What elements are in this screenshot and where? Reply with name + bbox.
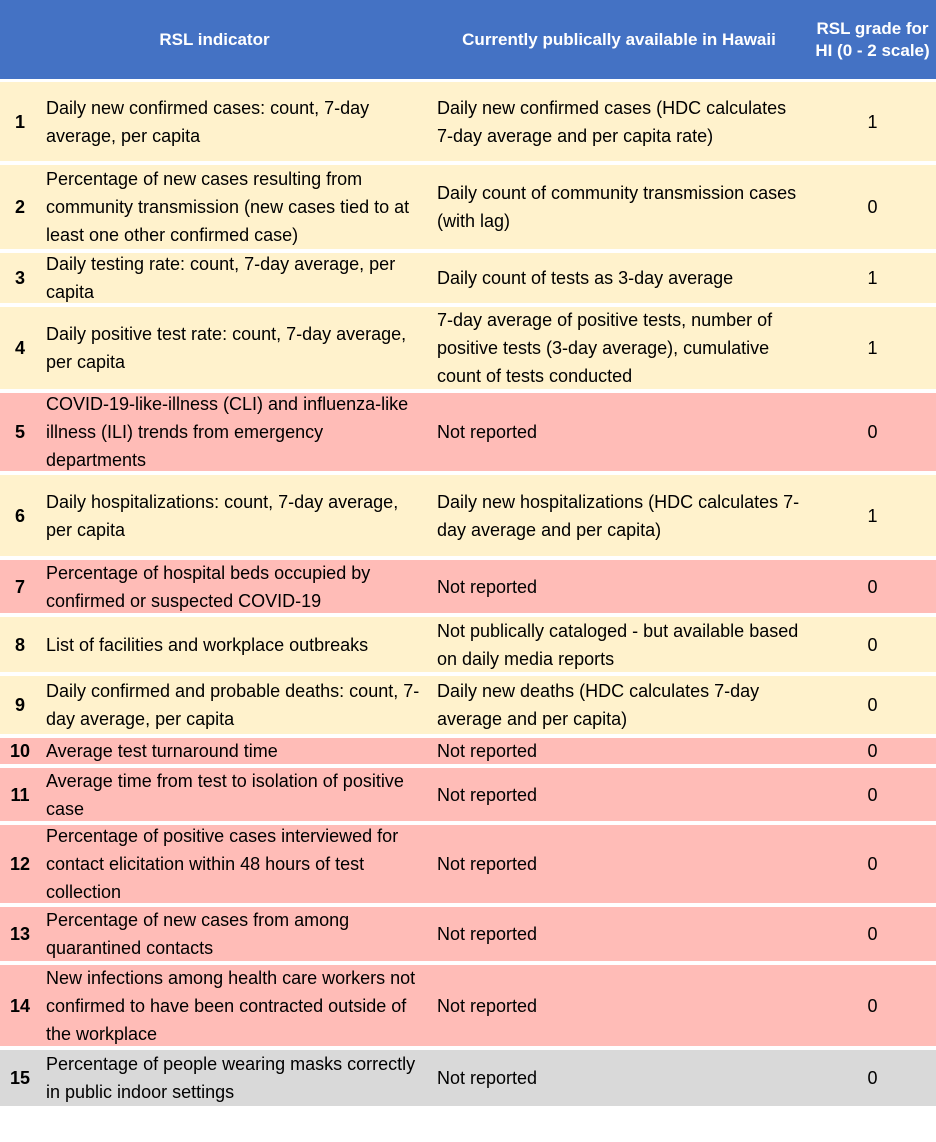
row-number: 13 bbox=[9, 924, 31, 944]
indicator-cell: New infections among health care workers not confirmed to have been contracted outside of the workplace bbox=[46, 967, 416, 1044]
grade-cell: 0 bbox=[867, 784, 878, 805]
indicator-cell: Percentage of new cases resulting from community transmission (new cases tied to at least one other confirmed case) bbox=[46, 169, 410, 245]
indicator-cell: Percentage of new cases from among quarantined contacts bbox=[46, 910, 350, 958]
availability-cell: Not reported bbox=[437, 995, 538, 1016]
indicator-cell: Percentage of people wearing masks correctly in public indoor settings bbox=[46, 1054, 416, 1102]
table-row bbox=[0, 82, 936, 165]
table-body bbox=[0, 82, 936, 1110]
availability-cell: Daily new confirmed cases (HDC calculates 7-day average and per capita rate) bbox=[437, 97, 787, 146]
table-row bbox=[0, 475, 936, 560]
indicator-cell: Average time from test to isolation of positive case bbox=[46, 770, 404, 819]
row-number: 14 bbox=[9, 995, 31, 1016]
indicator-cell: Daily confirmed and probable deaths: count, 7-day average, per capita bbox=[46, 681, 420, 729]
grade-cell: 0 bbox=[867, 422, 878, 442]
table-row bbox=[0, 907, 936, 965]
row-number: 3 bbox=[14, 268, 25, 288]
table-row bbox=[0, 617, 936, 676]
grade-cell: 0 bbox=[867, 924, 878, 944]
grade-cell: 0 bbox=[867, 634, 878, 655]
indicator-cell: Daily new confirmed cases: count, 7-day average, per capita bbox=[46, 97, 370, 146]
availability-cell: Not publically cataloged - but available based on daily media reports bbox=[437, 620, 799, 669]
table-row bbox=[0, 165, 936, 253]
grade-cell: 0 bbox=[867, 854, 878, 874]
indicator-cell: Daily testing rate: count, 7-day average, per capita bbox=[46, 254, 396, 302]
row-number: 9 bbox=[14, 695, 25, 715]
row-number: 5 bbox=[14, 422, 25, 442]
table-row bbox=[0, 1050, 936, 1110]
grade-cell: 0 bbox=[867, 576, 878, 597]
availability-cell: 7-day average of positive tests, number of positive tests (3-day average), cumulative count of tests conducted bbox=[437, 310, 773, 386]
availability-cell: Not reported bbox=[437, 784, 538, 805]
indicator-cell: Daily positive test rate: count, 7-day average, per capita bbox=[46, 324, 407, 372]
availability-cell: Daily new hospitalizations (HDC calculates 7-day average and per capita) bbox=[437, 491, 800, 540]
indicator-cell: List of facilities and workplace outbreaks bbox=[46, 634, 369, 655]
row-number: 15 bbox=[9, 1068, 31, 1088]
grade-cell: 1 bbox=[867, 111, 878, 132]
row-number: 8 bbox=[14, 634, 25, 655]
table-row bbox=[0, 307, 936, 393]
table-row bbox=[0, 676, 936, 738]
grade-cell: 0 bbox=[867, 197, 878, 217]
availability-cell: Not reported bbox=[437, 576, 538, 597]
header-currently-available: Currently publically available in Hawaii bbox=[462, 29, 776, 49]
row-number: 6 bbox=[14, 505, 25, 526]
availability-cell: Daily new deaths (HDC calculates 7-day average and per capita) bbox=[437, 681, 760, 729]
indicator-cell: Percentage of positive cases interviewed for contact elicitation within 48 hours of test collection bbox=[46, 826, 399, 902]
row-number: 2 bbox=[14, 197, 25, 217]
availability-cell: Daily count of tests as 3-day average bbox=[437, 268, 734, 288]
table-row bbox=[0, 393, 936, 475]
header-rsl-grade: RSL grade for HI (0 - 2 scale) bbox=[815, 18, 930, 60]
grade-cell: 0 bbox=[867, 995, 878, 1016]
table-row bbox=[0, 825, 936, 907]
table-header bbox=[0, 0, 936, 82]
indicator-cell: Average test turnaround time bbox=[46, 741, 278, 761]
table-row bbox=[0, 768, 936, 825]
table-row bbox=[0, 253, 936, 307]
indicator-cell: Percentage of hospital beds occupied by confirmed or suspected COVID-19 bbox=[46, 562, 371, 611]
availability-cell: Not reported bbox=[437, 1068, 538, 1088]
grade-cell: 1 bbox=[867, 505, 878, 526]
grade-cell: 1 bbox=[867, 268, 878, 288]
indicator-cell: COVID-19-like-illness (CLI) and influenza-like illness (ILI) trends from emergency departments bbox=[46, 394, 409, 470]
grade-cell: 0 bbox=[867, 1068, 878, 1088]
row-number: 7 bbox=[14, 576, 25, 597]
availability-cell: Daily count of community transmission cases (with lag) bbox=[437, 183, 797, 231]
availability-cell: Not reported bbox=[437, 741, 538, 761]
grade-cell: 0 bbox=[867, 695, 878, 715]
indicator-cell: Daily hospitalizations: count, 7-day average, per capita bbox=[46, 491, 399, 540]
table-row bbox=[0, 560, 936, 617]
row-number: 1 bbox=[14, 111, 25, 132]
row-number: 11 bbox=[10, 784, 30, 805]
row-number: 12 bbox=[9, 854, 31, 874]
grade-cell: 1 bbox=[867, 338, 878, 358]
grade-cell: 0 bbox=[867, 741, 878, 761]
availability-cell: Not reported bbox=[437, 854, 538, 874]
row-number: 10 bbox=[9, 741, 31, 761]
row-number: 4 bbox=[14, 338, 25, 358]
table-row bbox=[0, 965, 936, 1050]
availability-cell: Not reported bbox=[437, 924, 538, 944]
table-row bbox=[0, 738, 936, 768]
availability-cell: Not reported bbox=[437, 422, 538, 442]
header-rsl-indicator: RSL indicator bbox=[159, 29, 270, 49]
